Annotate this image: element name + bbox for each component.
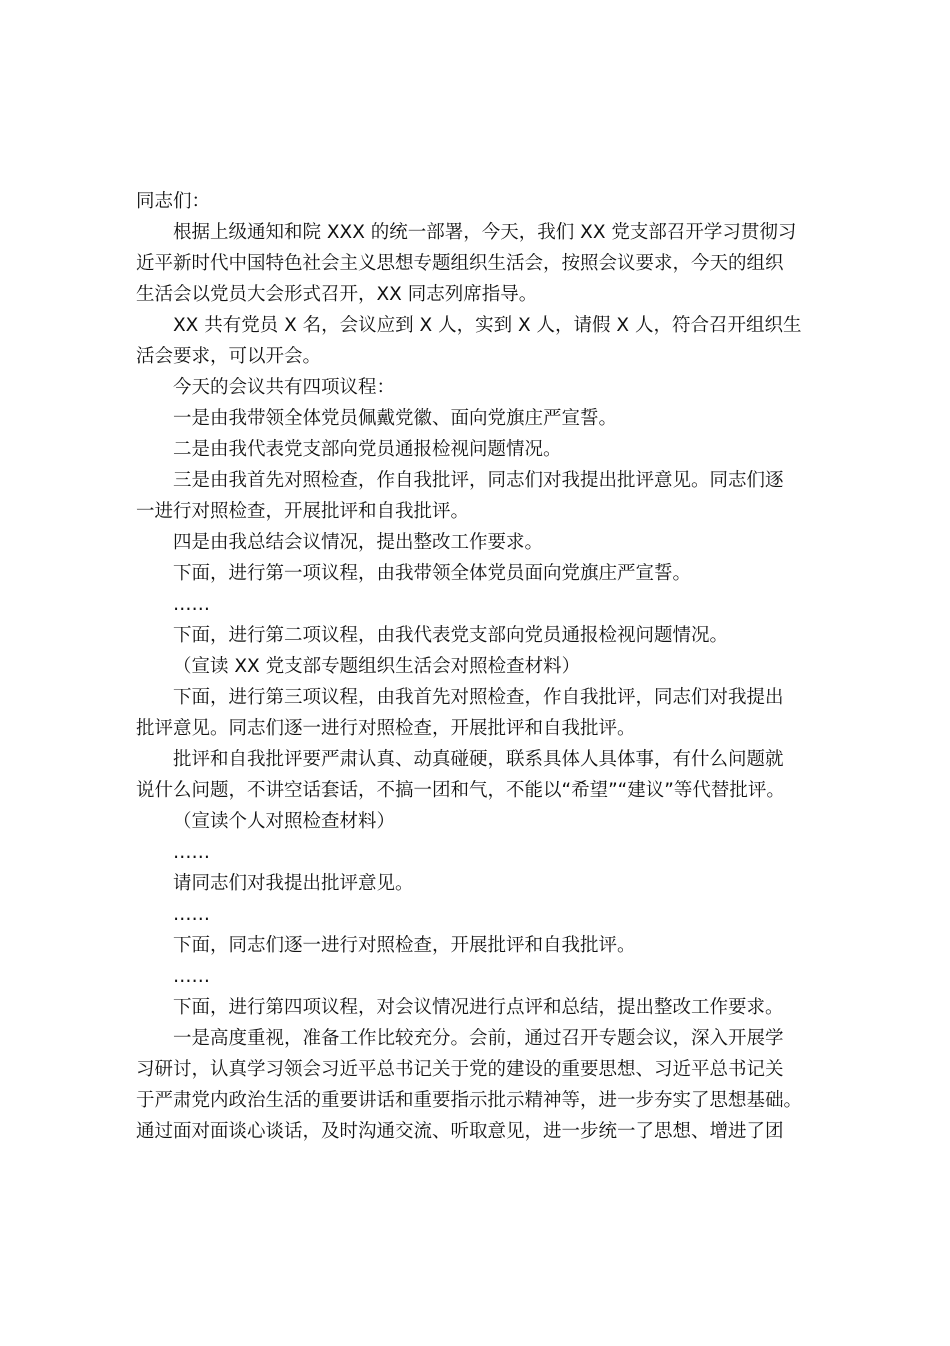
- text-line: 四是由我总结会议情况，提出整改工作要求。: [173, 532, 544, 553]
- text-line: 说什么问题，不讲空话套话，不搞一团和气，不能以“希望”“建议”等代替批评。: [136, 780, 785, 801]
- text-line: 下面，进行第一项议程，由我带领全体党员面向党旗庄严宣誓。: [173, 563, 692, 584]
- text-line: 下面，进行第二项议程，由我代表党支部向党员通报检视问题情况。: [173, 625, 729, 646]
- text-line: 三是由我首先对照检查，作自我批评，同志们对我提出批评意见。同志们逐: [173, 470, 784, 491]
- text-line: 习研讨，认真学习领会习近平总书记关于党的建设的重要思想、习近平总书记关: [136, 1059, 784, 1080]
- text-line: 下面，进行第四项议程，对会议情况进行点评和总结，提出整改工作要求。: [173, 997, 784, 1018]
- text-line: ……: [173, 594, 210, 615]
- text-line: 一进行对照检查，开展批评和自我批评。: [136, 501, 470, 522]
- text-line: 一是高度重视，准备工作比较充分。会前，通过召开专题会议，深入开展学: [173, 1028, 784, 1049]
- text-line: 请同志们对我提出批评意见。: [173, 873, 414, 894]
- text-line: ……: [173, 842, 210, 863]
- text-line: ……: [173, 904, 210, 925]
- text-line: 批评和自我批评要严肃认真、动真碰硬，联系具体人具体事，有什么问题就: [173, 749, 784, 770]
- text-line: （宣读 XX 党支部专题组织生活会对照检查材料）: [173, 656, 581, 677]
- text-line: 近平新时代中国特色社会主义思想专题组织生活会，按照会议要求，今天的组织: [136, 253, 784, 274]
- document-body: [136, 186, 828, 1147]
- text-line: 下面，同志们逐一进行对照检查，开展批评和自我批评。: [173, 935, 636, 956]
- text-line: 生活会以党员大会形式召开，XX 同志列席指导。: [136, 284, 538, 305]
- text-line: ……: [173, 966, 210, 987]
- text-line: 批评意见。同志们逐一进行对照检查，开展批评和自我批评。: [136, 718, 636, 739]
- text-line: XX 共有党员 X 名，会议应到 X 人，实到 X 人，请假 X 人，符合召开组织生: [173, 315, 802, 336]
- text-line: 二是由我代表党支部向党员通报检视问题情况。: [173, 439, 562, 460]
- text-line: 根据上级通知和院 XXX 的统一部署，今天，我们 XX 党支部召开学习贯彻习: [173, 222, 797, 243]
- text-line: 通过面对面谈心谈话，及时沟通交流、听取意见，进一步统一了思想、增进了团: [136, 1121, 784, 1142]
- text-line: 一是由我带领全体党员佩戴党徽、面向党旗庄严宣誓。: [173, 408, 618, 429]
- text-line: 下面，进行第三项议程，由我首先对照检查，作自我批评，同志们对我提出: [173, 687, 784, 708]
- text-line: 今天的会议共有四项议程：: [173, 377, 396, 398]
- text-line: 同志们：: [136, 191, 211, 212]
- text-line: 于严肃党内政治生活的重要讲话和重要指示批示精神等，进一步夯实了思想基础。: [136, 1090, 803, 1111]
- text-line: （宣读个人对照检查材料）: [173, 811, 396, 832]
- text-line: 活会要求，可以开会。: [136, 346, 322, 367]
